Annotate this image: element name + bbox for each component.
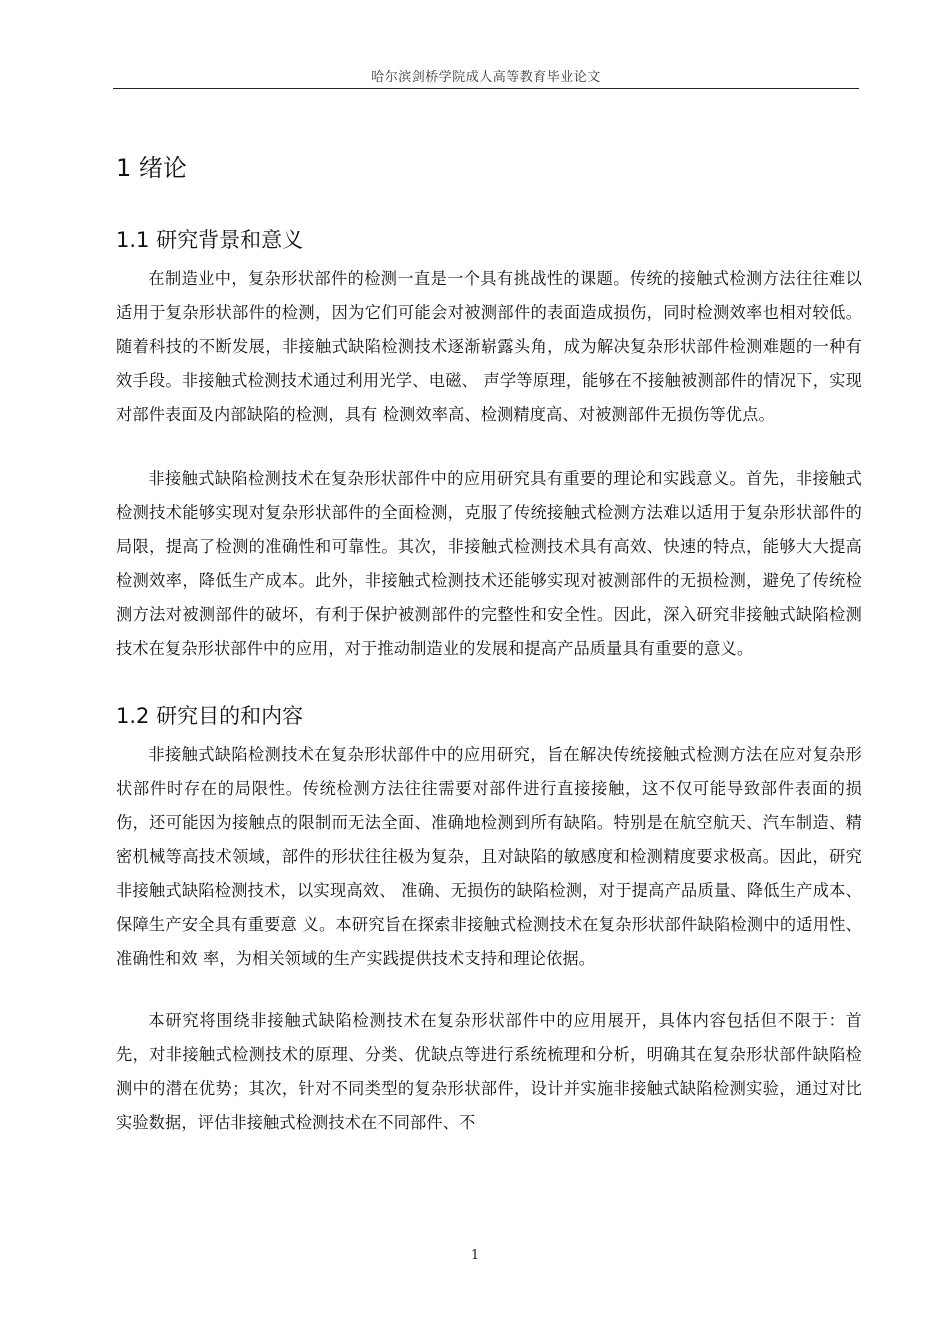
section-title-1-2: 1.2 研究目的和内容 [116, 704, 304, 728]
paragraph: 在制造业中，复杂形状部件的检测一直是一个具有挑战性的课题。传统的接触式检测方法往往难以适用于复杂形状部件的检测，因为它们可能会对被测部件的表面造成损伤，同时检测效率也相对较低。随着科技的不断发展，非接触式缺陷检测技术逐渐崭露头角，成为解决复杂形状部件检测难题的一种有效手段。非接触式检测技术通过利用光学、电磁、 声学等原理，能够在不接触被测部件的情况下，实现对部件表面及内部缺陷的检测，具有 检测效率高、检测精度高、对被测部件无损伤等优点。 [116, 269, 862, 424]
section-title-1-1: 1.1 研究背景和意义 [116, 228, 304, 252]
paragraph: 本研究将围绕非接触式缺陷检测技术在复杂形状部件中的应用展开，具体内容包括但不限于：首先，对非接触式检测技术的原理、分类、优缺点等进行系统梳理和分析，明确其在复杂形状部件缺陷检测中的潜在优势；其次，针对不同类型的复杂形状部件，设计并实施非接触式缺陷检测实验，通过对比实验数据，评估非接触式检测技术在不同部件、不 [116, 1011, 862, 1132]
page-number: 1 [470, 1248, 480, 1263]
paragraph: 非接触式缺陷检测技术在复杂形状部件中的应用研究，旨在解决传统接触式检测方法在应对复杂形状部件时存在的局限性。传统检测方法往往需要对部件进行直接接触，这不仅可能导致部件表面的损伤，还可能因为接触点的限制而无法全面、准确地检测到所有缺陷。特别是在航空航天、汽车制造、精密机械等高技术领域，部件的形状往往极为复杂，且对缺陷的敏感度和检测精度要求极高。因此，研究非接触式缺陷检测技术，以实现高效、 准确、无损伤的缺陷检测，对于提高产品质量、降低生产成本、保障生产安全具有重要意 义。本研究旨在探索非接触式检测技术在复杂形状部件缺陷检测中的适用性、准确性和效 率，为相关领域的生产实践提供技术支持和理论依据。 [116, 745, 862, 968]
running-header: 哈尔滨剑桥学院成人高等教育毕业论文 [371, 70, 601, 85]
header-rule [113, 88, 859, 89]
chapter-title: 1 绪论 [116, 154, 187, 182]
paragraph: 非接触式缺陷检测技术在复杂形状部件中的应用研究具有重要的理论和实践意义。首先，非接触式检测技术能够实现对复杂形状部件的全面检测，克服了传统接触式检测方法难以适用于复杂形状部件的局限，提高了检测的准确性和可靠性。其次，非接触式检测技术具有高效、快速的特点，能够大大提高检测效率，降低生产成本。此外，非接触式检测技术还能够实现对被测部件的无损检测，避免了传统检测方法对被测部件的破坏，有利于保护被测部件的完整性和安全性。因此，深入研究非接触式缺陷检测技术在复杂形状部件中的应用，对于推动制造业的发展和提高产品质量具有重要的意义。 [116, 469, 862, 658]
